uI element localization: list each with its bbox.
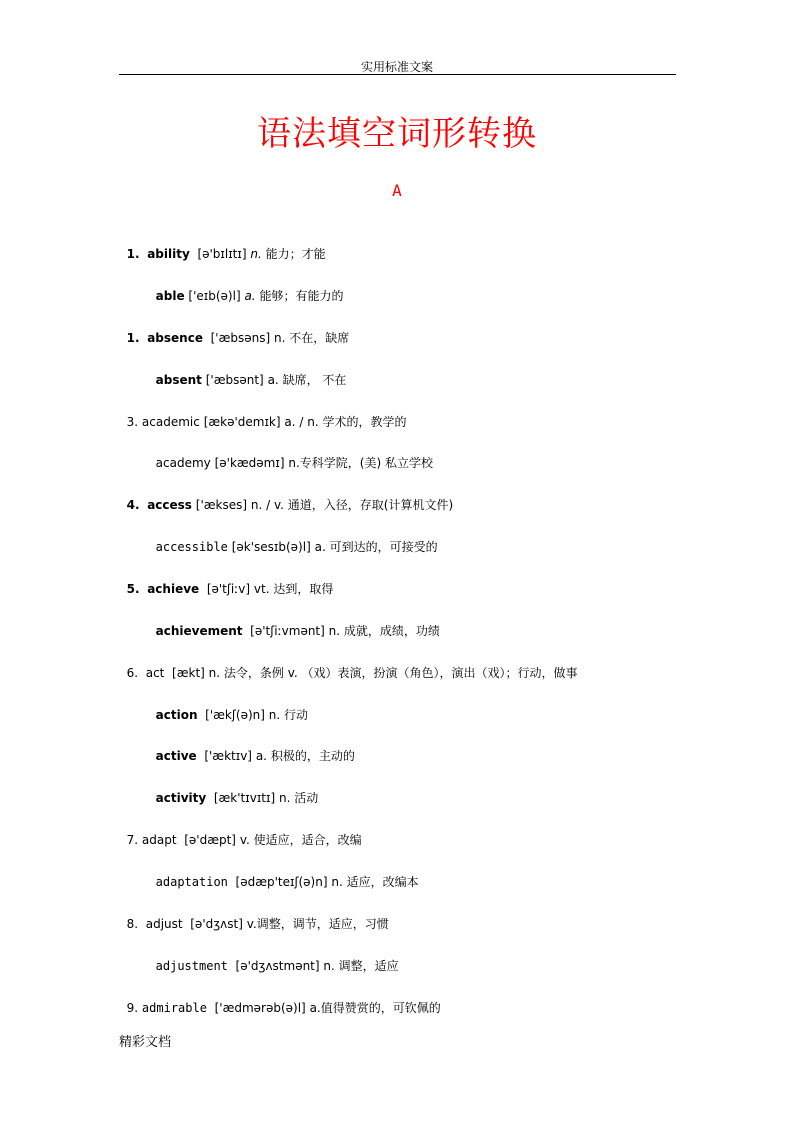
- entry-word: academic: [141, 415, 200, 429]
- vocab-entry: [119, 900, 389, 932]
- entry-phonetic: [ə'dæpt]: [184, 833, 236, 847]
- page-footer: 精彩文档: [119, 1035, 172, 1050]
- entry-word: accessible: [155, 540, 228, 554]
- entry-meaning: 专科学院，(美) 私立学校: [299, 456, 433, 470]
- vocab-entry: [119, 984, 441, 1016]
- entry-phonetic: [ækə'demɪk]: [203, 415, 281, 429]
- entry-pos: a.: [309, 1001, 321, 1015]
- entry-word: adjustment: [155, 959, 228, 973]
- entry-number: 4.: [126, 498, 140, 512]
- entry-word: admirable: [141, 1001, 207, 1015]
- entry-phonetic: [ə'kædəmɪ]: [214, 456, 285, 470]
- entry-number: 6.: [126, 666, 139, 680]
- entry-pos: a.: [267, 373, 279, 387]
- entry-pos: a. / n.: [284, 415, 319, 429]
- entry-number: 7.: [126, 833, 139, 847]
- entry-pos: n.: [323, 959, 335, 973]
- entry-meaning: 缺席， 不在: [282, 373, 347, 387]
- entry-phonetic: ['æbsəns]: [210, 331, 271, 345]
- entry-number: 1.: [126, 247, 140, 261]
- entry-meaning: 值得赞赏的，可钦佩的: [320, 1001, 441, 1015]
- entry-meaning: 法令，条例 v. （戏）表演，扮演（角色），演出（戏）；行动，做事: [223, 666, 578, 680]
- entry-pos: a.: [244, 289, 256, 303]
- page-header: 实用标准文案: [360, 60, 433, 74]
- vocab-entry: [148, 523, 438, 555]
- section-letter: A: [392, 181, 402, 200]
- entry-word: active: [155, 749, 197, 763]
- vocab-entry: [119, 230, 326, 262]
- vocab-entry: [148, 356, 346, 388]
- entry-number: 1.: [126, 331, 140, 345]
- vocab-entry: [119, 816, 362, 848]
- entry-meaning: 适应，改编本: [346, 875, 419, 889]
- entry-number: 3.: [126, 415, 139, 429]
- entry-phonetic: [ədæp'teɪʃ(ə)n]: [235, 875, 328, 889]
- header-rule: [119, 74, 676, 75]
- entry-phonetic: [æk'tɪvɪtɪ]: [213, 791, 276, 805]
- entry-pos: n.: [250, 247, 262, 261]
- entry-phonetic: [ək'sesɪb(ə)l]: [231, 540, 311, 554]
- entry-meaning: 不在，缺席: [289, 331, 350, 345]
- entry-word: adapt: [141, 833, 177, 847]
- entry-pos: n.: [208, 666, 221, 680]
- entry-pos: n.: [278, 791, 291, 805]
- entry-meaning: 能力；才能: [265, 247, 326, 261]
- entry-phonetic: [ə'dʒʌst]: [190, 917, 243, 931]
- entry-pos: n.: [288, 456, 300, 470]
- entry-meaning: 行动: [284, 708, 309, 722]
- entry-number: 9.: [126, 1001, 139, 1015]
- entry-word: achievement: [155, 624, 243, 638]
- entry-word: access: [147, 498, 192, 512]
- entry-pos: n.: [331, 875, 343, 889]
- vocab-entry: [119, 649, 578, 681]
- entry-pos: n.: [268, 708, 281, 722]
- entry-phonetic: [ə'bɪlɪtɪ]: [197, 247, 247, 261]
- entry-pos: vt.: [253, 582, 270, 596]
- entry-word: absence: [147, 331, 203, 345]
- entry-pos: n.: [328, 624, 341, 638]
- entry-number: 5.: [126, 582, 140, 596]
- entry-meaning: 能够；有能力的: [259, 289, 344, 303]
- vocab-entry: [119, 481, 453, 513]
- entry-pos: n.: [274, 331, 286, 345]
- entry-word: act: [145, 666, 165, 680]
- entry-word: academy: [155, 456, 211, 470]
- entry-pos: a.: [314, 540, 326, 554]
- entry-meaning: 活动: [294, 791, 319, 805]
- entry-pos: v.: [239, 833, 250, 847]
- entry-word: absent: [155, 373, 202, 387]
- entry-phonetic: ['æbsənt]: [205, 373, 264, 387]
- vocab-entry: [119, 398, 407, 430]
- entry-meaning: 可到达的，可接受的: [329, 540, 438, 554]
- entry-meaning: 调整，适应: [338, 959, 399, 973]
- entry-word: achieve: [147, 582, 200, 596]
- entry-phonetic: [ə'dʒʌstmənt]: [235, 959, 320, 973]
- vocab-entry: [119, 565, 333, 597]
- entry-meaning: 成就，成绩，功绩: [343, 624, 440, 638]
- entry-phonetic: [ə'tʃiːv]: [206, 582, 251, 596]
- entry-number: 8.: [126, 917, 139, 931]
- vocab-entry: [148, 942, 399, 974]
- vocab-entry: [148, 607, 440, 639]
- document-title: 语法填空词形转换: [257, 114, 537, 154]
- entry-phonetic: ['ækʃ(ə)n]: [205, 708, 265, 722]
- entry-phonetic: ['ædmərəb(ə)l]: [214, 1001, 306, 1015]
- entry-meaning: 调整，调节，适应，习惯: [256, 917, 389, 931]
- entry-word: able: [155, 289, 185, 303]
- vocab-entry: [148, 732, 355, 764]
- entry-meaning: 学术的，教学的: [322, 415, 407, 429]
- entry-meaning: 积极的，主动的: [270, 749, 355, 763]
- entry-meaning: 使适应，适合，改编: [253, 833, 362, 847]
- vocab-entry: [119, 314, 349, 346]
- entry-word: ability: [147, 247, 190, 261]
- entry-pos: n. / v.: [250, 498, 284, 512]
- vocab-entry: [148, 774, 318, 806]
- entry-phonetic: ['æktɪv]: [204, 749, 252, 763]
- vocab-entry: [148, 858, 419, 890]
- entry-word: action: [155, 708, 198, 722]
- entry-phonetic: [ə'tʃiːvmənt]: [250, 624, 325, 638]
- vocab-entry: [148, 691, 308, 723]
- entry-phonetic: ['eɪb(ə)l]: [188, 289, 241, 303]
- entry-word: adaptation: [155, 875, 228, 889]
- entry-pos: v.: [246, 917, 257, 931]
- entry-meaning: 达到，取得: [273, 582, 334, 596]
- vocab-entry: [148, 439, 433, 471]
- entry-meaning: 通道，入径，存取(计算机文件): [287, 498, 454, 512]
- entry-word: adjust: [145, 917, 183, 931]
- entry-phonetic: ['ækses]: [195, 498, 248, 512]
- entry-word: activity: [155, 791, 207, 805]
- vocab-entry: [148, 272, 343, 304]
- entry-pos: a.: [255, 749, 267, 763]
- entry-phonetic: [ækt]: [172, 666, 205, 680]
